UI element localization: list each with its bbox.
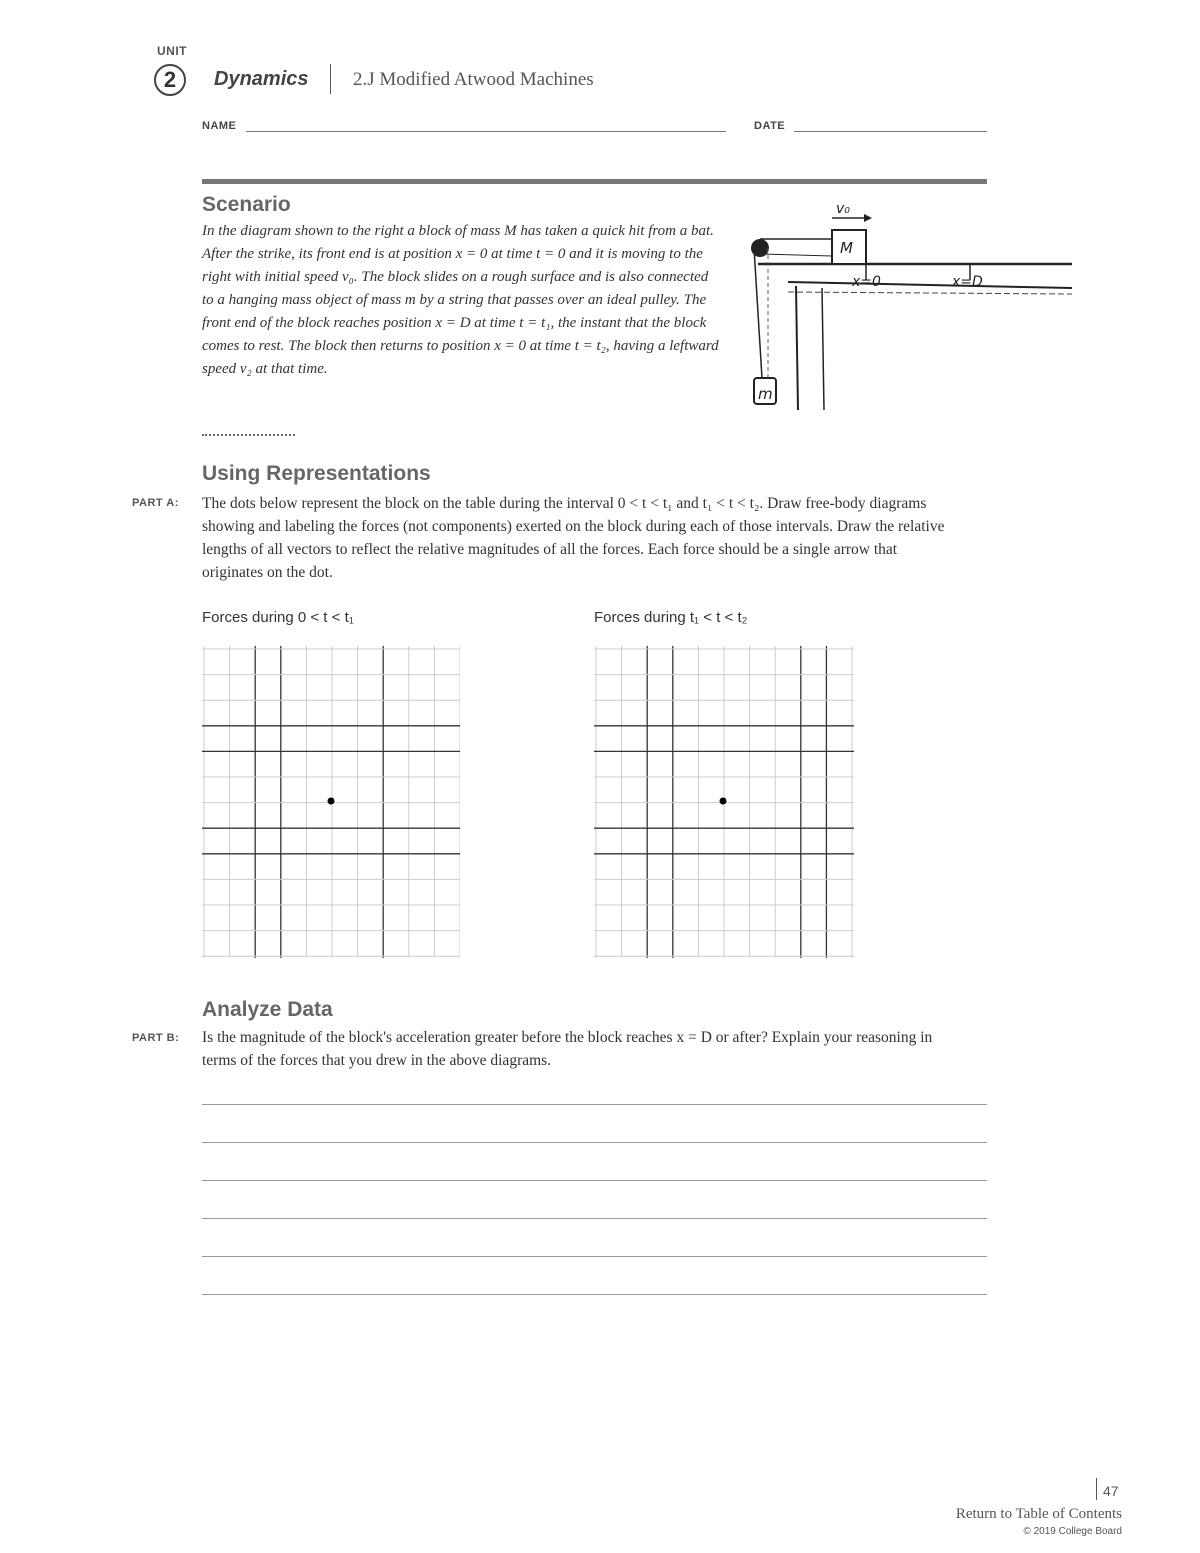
part-b-prompt: Is the magnitude of the block's acceleration greater before the block reaches x = D or after? Explain your reasoning in terms of the forces that you drew in the above diagrams. xyxy=(202,1029,933,1069)
block-dot xyxy=(720,798,727,805)
header-divider xyxy=(330,64,331,94)
name-label: NAME xyxy=(202,120,237,132)
section-rule xyxy=(202,179,987,184)
block-label: M xyxy=(840,239,853,257)
page-number: 47 xyxy=(1103,1483,1119,1499)
scenario-text: In the diagram shown to the right a block of mass M has taken a quick hit from a bat. After the strike, its front end is at position x = 0 at time t = 0 and it is moving to the right with initial speed v₀. The block slides on a rough surface and is also connected to a hanging mass object of mass m by a string that passes over an ideal pulley. The front end of the block reaches position x = D at time t = t₁, the instant that the block comes to rest. The block then returns to position x = 0 at time t = t₂, having a leftward speed v₂ at that time. xyxy=(202,223,719,377)
answer-line[interactable] xyxy=(202,1218,987,1219)
copyright: © 2019 College Board xyxy=(1023,1526,1122,1537)
footer-divider xyxy=(1096,1478,1097,1500)
part-b-label: PART B: xyxy=(132,1032,180,1044)
hanging-mass-label: m xyxy=(758,385,773,403)
block-dot xyxy=(328,798,335,805)
answer-line[interactable] xyxy=(202,1142,987,1143)
name-field[interactable] xyxy=(246,131,726,132)
fbd-grid-1[interactable] xyxy=(202,646,460,958)
table-leg-left xyxy=(796,286,798,410)
representations-heading: Using Representations xyxy=(202,462,431,485)
fbd-grid-2[interactable] xyxy=(594,646,854,958)
table-underside xyxy=(788,282,1072,288)
table-leg-right xyxy=(822,288,824,410)
analyze-heading: Analyze Data xyxy=(202,998,333,1021)
velocity-label: v₀ xyxy=(836,201,850,217)
answer-line[interactable] xyxy=(202,1256,987,1257)
date-field[interactable] xyxy=(794,131,987,132)
unit-label: UNIT xyxy=(157,44,187,58)
date-label: DATE xyxy=(754,120,786,132)
atwood-diagram xyxy=(740,196,1080,416)
x0-label: x=0 xyxy=(852,274,881,290)
dotted-divider xyxy=(202,434,295,436)
answer-line[interactable] xyxy=(202,1294,987,1295)
toc-link[interactable]: Return to Table of Contents xyxy=(955,1506,1122,1522)
xD-label: x=D xyxy=(952,274,983,290)
part-a-label: PART A: xyxy=(132,497,179,509)
answer-line[interactable] xyxy=(202,1104,987,1105)
unit-number-badge: 2 xyxy=(154,64,186,96)
answer-line[interactable] xyxy=(202,1180,987,1181)
scenario-heading: Scenario xyxy=(202,193,291,216)
grid1-caption: Forces during 0 < t < t₁ xyxy=(202,609,354,626)
unit-name: Dynamics xyxy=(214,68,309,90)
grid2-caption: Forces during t₁ < t < t₂ xyxy=(594,609,748,626)
string-vertical xyxy=(754,248,762,378)
lesson-title: 2.J Modified Atwood Machines xyxy=(353,69,594,90)
part-a-prompt: The dots below represent the block on the table during the interval 0 < t < t₁ and t₁ < t < t₂. Draw free-body diagrams showing and labeling the forces (not components) exerted on the block during each of those intervals. Draw the relative lengths of all vectors to reflect the relative magnitudes of all the forces. Each force should be a single arrow that originates on the dot. xyxy=(202,495,945,581)
